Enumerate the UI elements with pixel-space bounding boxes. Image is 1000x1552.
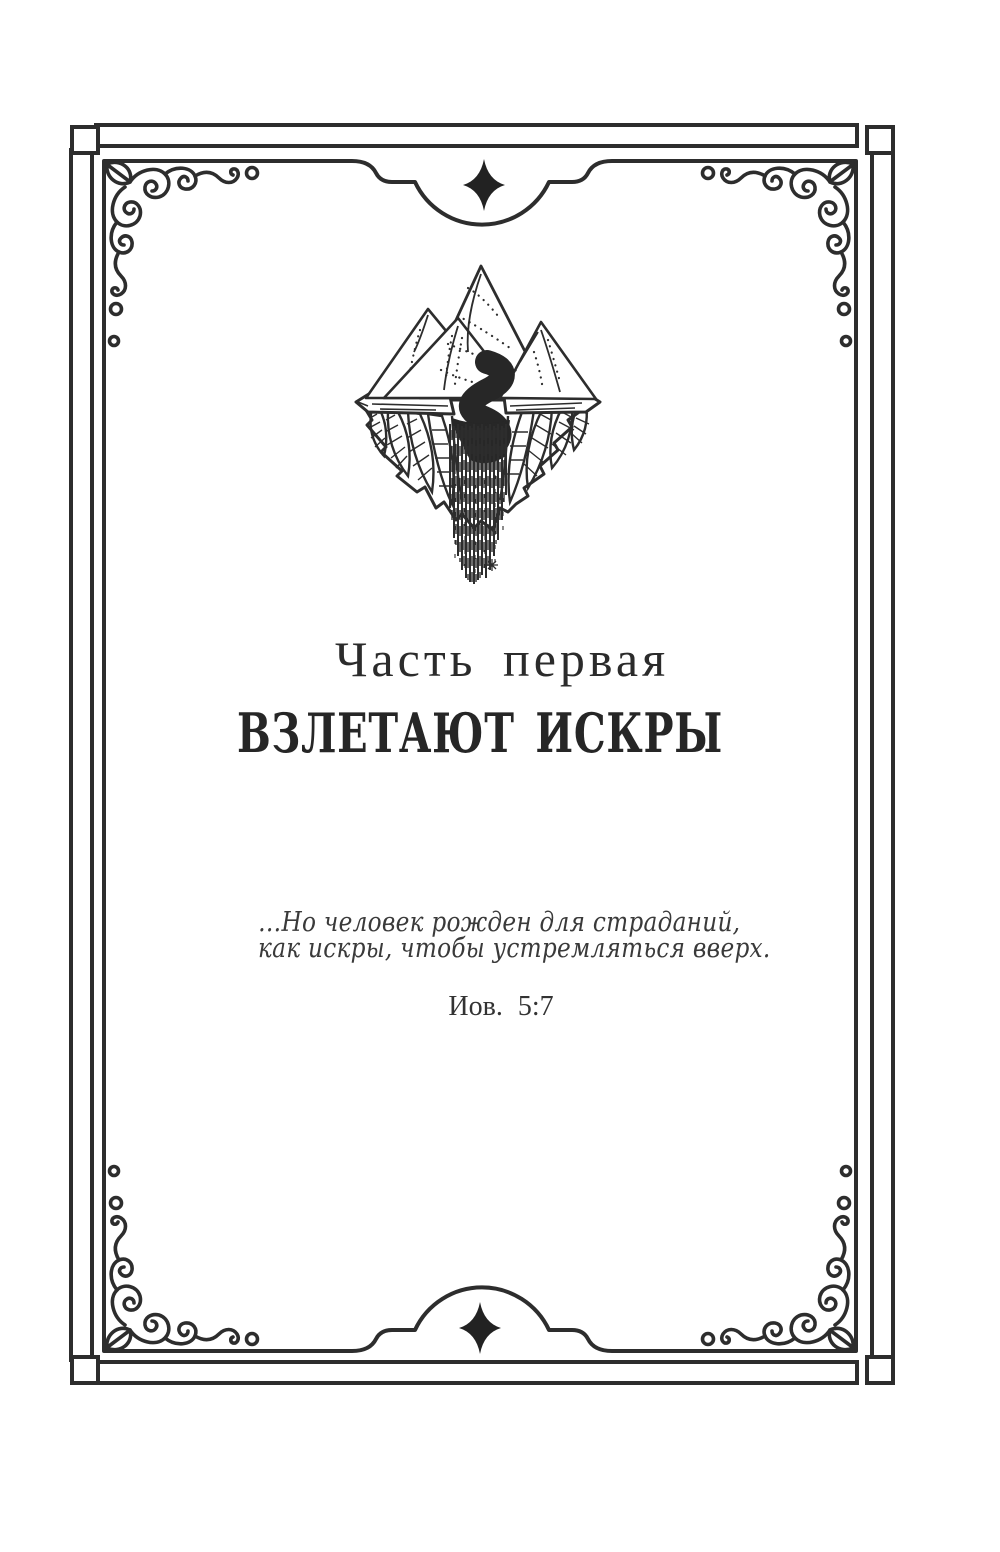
epigraph-source: Иов. 5:7	[448, 991, 554, 1022]
part-title: ВЗЛЕТАЮТ ИСКРЫ	[236, 701, 723, 765]
epigraph-line: …Но человек рожден для страданий,	[258, 907, 741, 938]
epigraph-line: как искры, чтобы устремляться вверх.	[258, 933, 771, 964]
part-label: Часть первая	[334, 631, 670, 687]
epigraph	[258, 907, 771, 964]
